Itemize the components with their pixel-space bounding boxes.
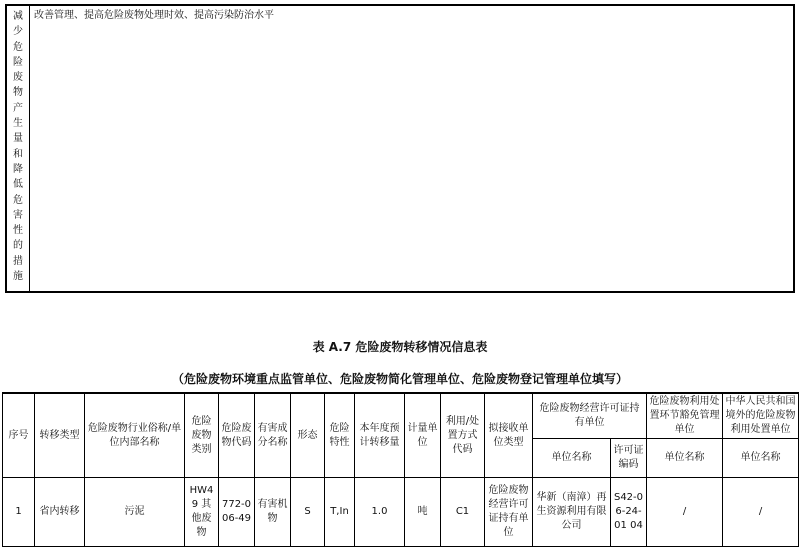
table-title: 表 A.7 危险废物转移情况信息表 [312, 340, 488, 354]
measure-table [5, 4, 795, 293]
cell-industry-name: 污泥 [85, 478, 185, 547]
header-seq: 序号 [3, 393, 35, 478]
measure-label-char: 施 [13, 271, 23, 283]
cell-exempt-unit-name: / [647, 478, 723, 547]
measure-label-char: 的 [13, 240, 23, 252]
header-exempt-unit: 危险废物利用处置环节豁免管理单位 [647, 393, 723, 439]
measure-label-char: 措 [13, 255, 23, 267]
header-industry-name: 危险废物行业俗称/单位内部名称 [85, 393, 185, 478]
cell-receiver-type: 危险废物经营许可证持有单位 [485, 478, 533, 547]
header-hazard-property: 危险特性 [325, 393, 355, 478]
measure-content: 改善管理、提高危险废物处理时效、提高污染防治水平 [34, 10, 274, 21]
measure-label-char: 和 [13, 148, 23, 160]
measure-label-char: 少 [13, 26, 23, 38]
measure-label-char: 降 [13, 163, 23, 175]
measure-label-char: 产 [13, 102, 23, 114]
measure-label-char: 物 [13, 87, 23, 99]
cell-code: 772-006-49 [219, 478, 255, 547]
header-foreign-unit-name: 单位名称 [723, 439, 799, 478]
measure-label-char: 性 [13, 225, 23, 237]
header-license-no: 许可证编码 [611, 439, 647, 478]
measure-label-char: 废 [13, 72, 23, 84]
measure-label-char: 生 [13, 118, 23, 130]
header-foreign-unit: 中华人民共和国境外的危险废物利用处置单位 [723, 393, 799, 439]
cell-unit: 吨 [405, 478, 441, 547]
cell-category: HW49 其他废物 [185, 478, 219, 547]
header-method-code: 利用/处置方式代码 [441, 393, 485, 478]
measure-label-char: 低 [13, 179, 23, 191]
header-hazardous-component: 有害成分名称 [255, 393, 291, 478]
cell-hazardous-component: 有害机物 [255, 478, 291, 547]
cell-planned-amount: 1.0 [355, 478, 405, 547]
transfer-table [2, 392, 799, 547]
cell-licensee-name: 华新（南漳）再生资源利用有限公司 [533, 478, 611, 547]
header-licensee: 危险废物经营许可证持有单位 [533, 393, 647, 439]
cell-license-no: S42-06-24-01 04 [611, 478, 647, 547]
cell-method-code: C1 [441, 478, 485, 547]
cell-hazard-property: T,In [325, 478, 355, 547]
measure-label-char: 危 [13, 41, 23, 53]
cell-seq: 1 [3, 478, 35, 547]
measure-label-char: 危 [13, 194, 23, 206]
header-code: 危险废物代码 [219, 393, 255, 478]
measure-label-char: 量 [13, 133, 23, 145]
cell-foreign-unit-name: / [723, 478, 799, 547]
cell-form: S [291, 478, 325, 547]
measure-label-cell [7, 6, 30, 291]
header-licensee-name: 单位名称 [533, 439, 611, 478]
table-row [3, 478, 799, 547]
header-exempt-unit-name: 单位名称 [647, 439, 723, 478]
header-receiver-type: 拟接收单位类型 [485, 393, 533, 478]
header-form: 形态 [291, 393, 325, 478]
measure-label-char: 减 [13, 11, 23, 22]
cell-transfer-type: 省内转移 [35, 478, 85, 547]
measure-label [7, 6, 29, 284]
measure-label-char: 害 [13, 209, 23, 221]
table-subtitle: （危险废物环境重点监管单位、危险废物简化管理单位、危险废物登记管理单位填写） [171, 372, 628, 386]
measure-label-char: 险 [13, 56, 23, 68]
header-planned-amount: 本年度预计转移量 [355, 393, 405, 478]
header-category: 危险废物类别 [185, 393, 219, 478]
header-unit: 计量单位 [405, 393, 441, 478]
header-transfer-type: 转移类型 [35, 393, 85, 478]
